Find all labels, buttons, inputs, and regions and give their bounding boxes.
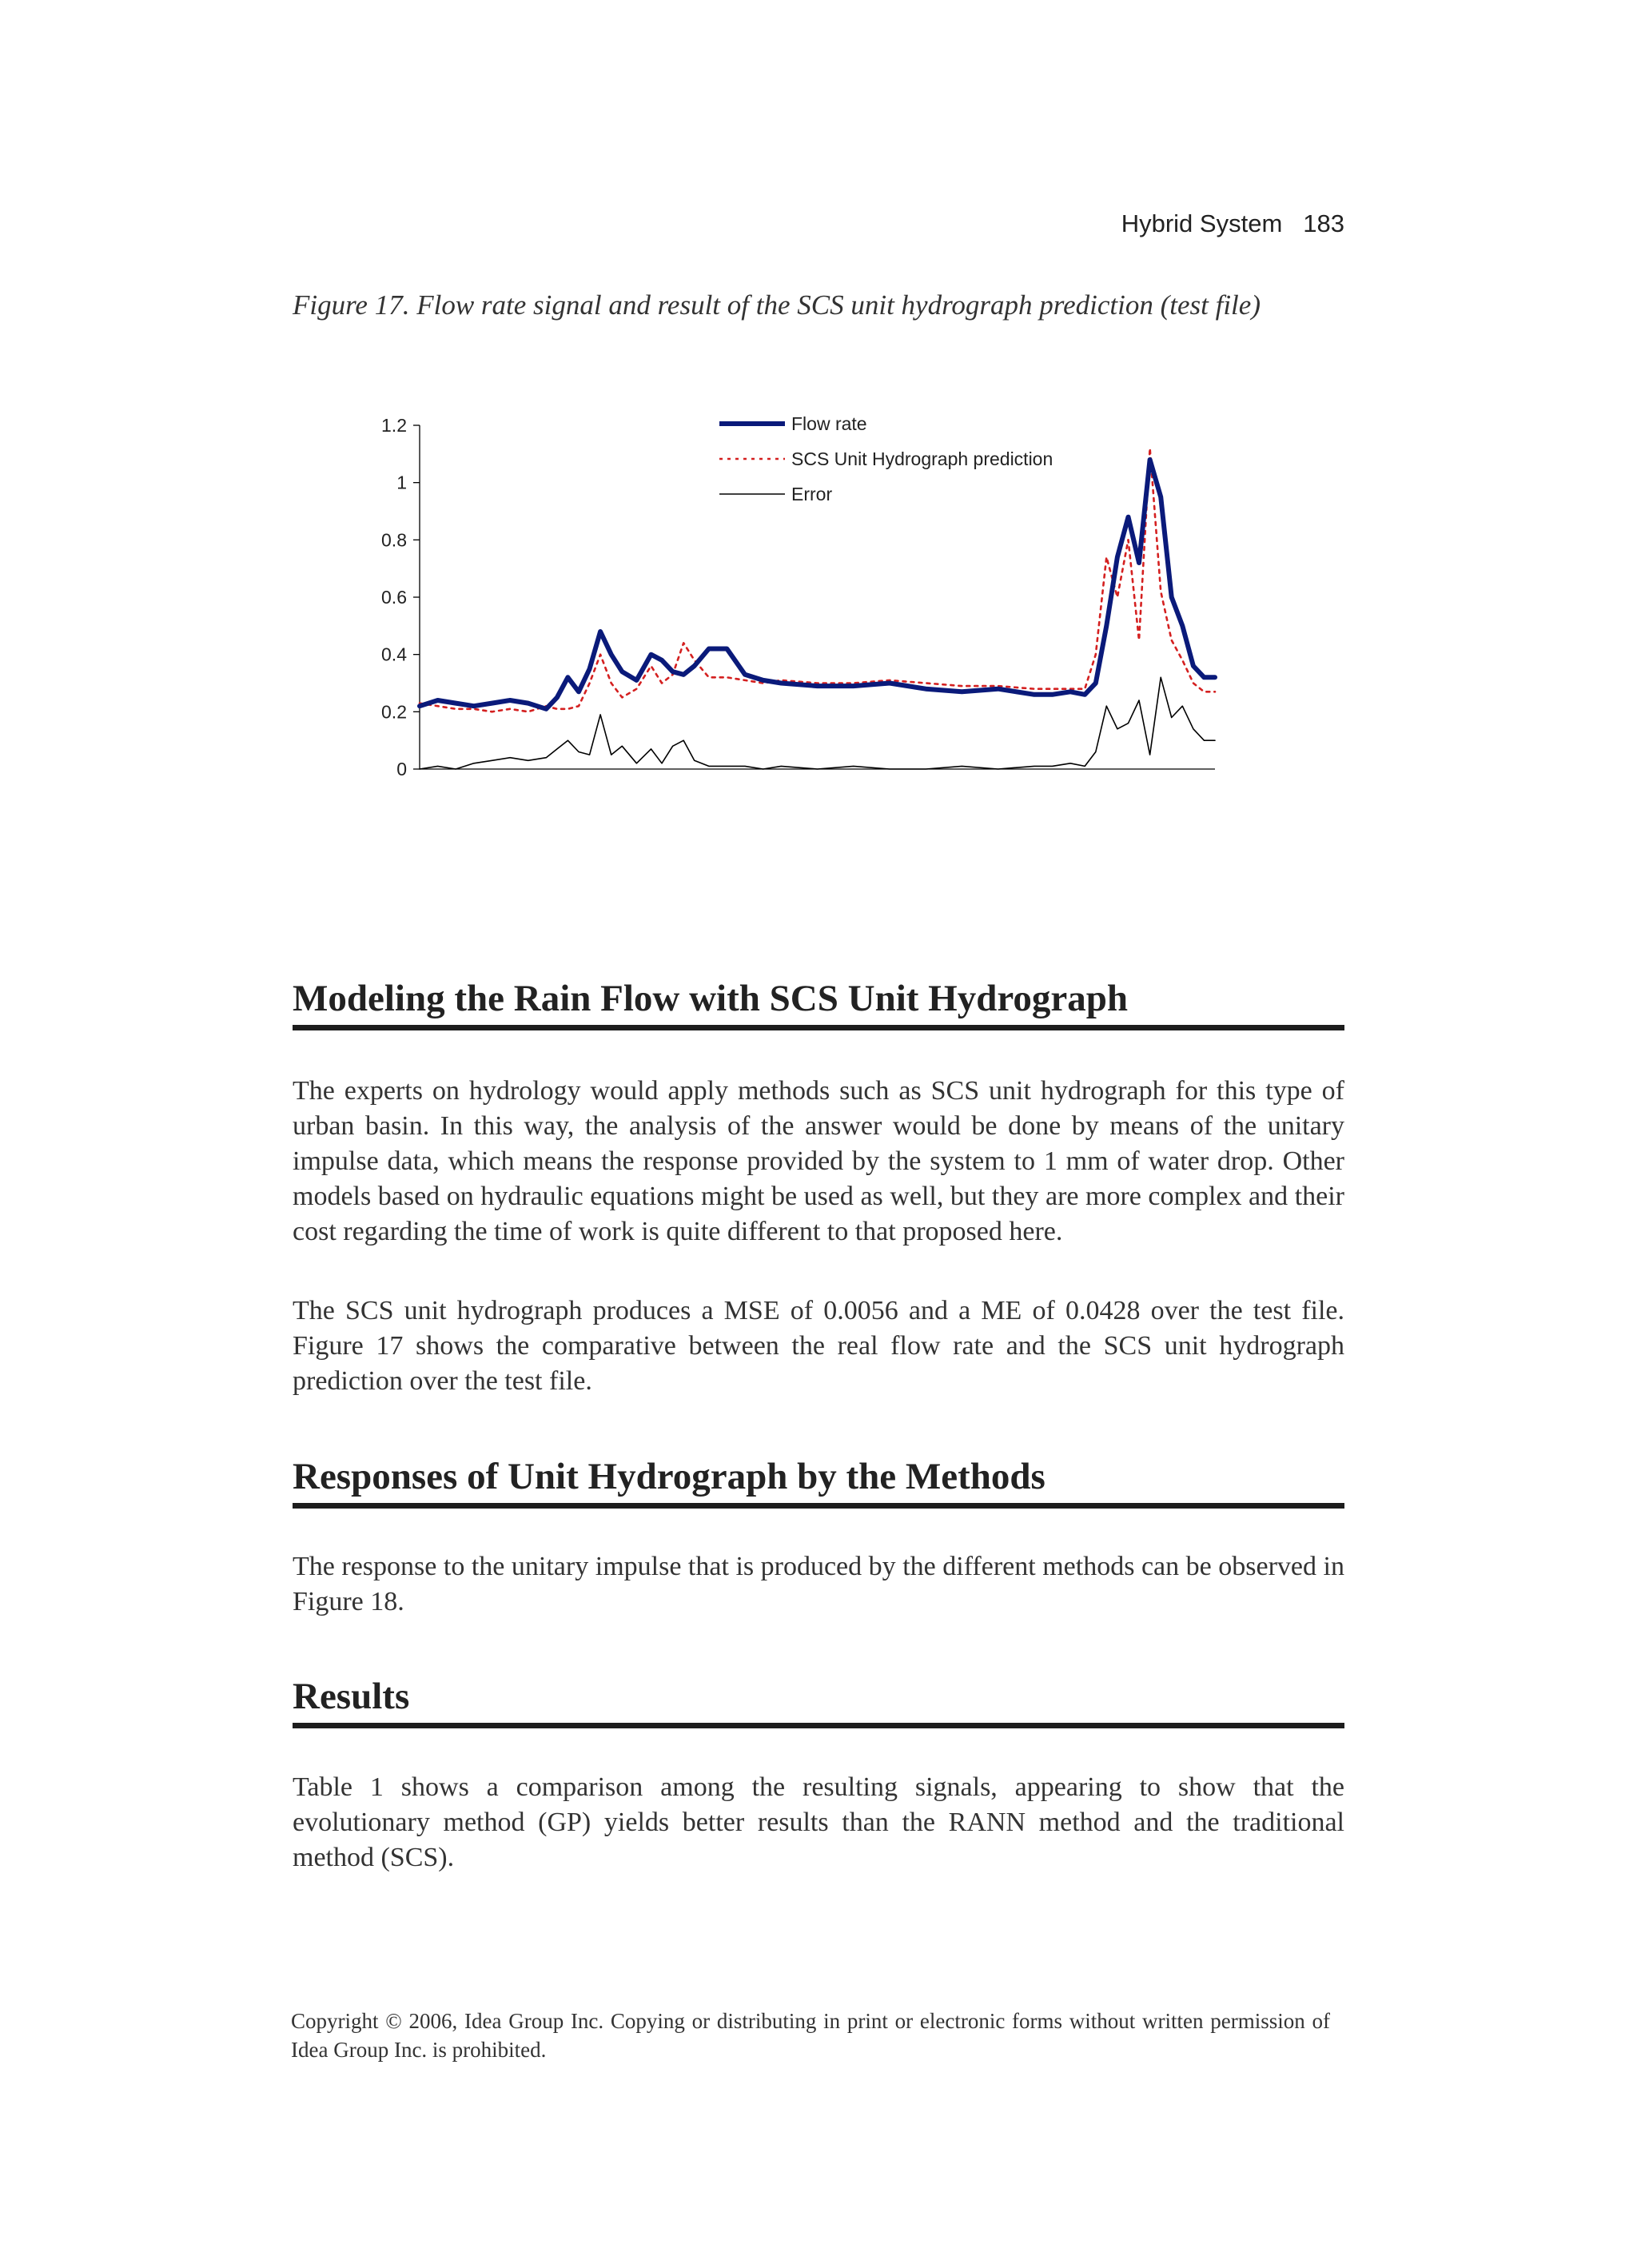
line-chart — [336, 392, 1295, 807]
running-head — [293, 209, 1344, 238]
y-tick-label: 1 — [396, 472, 407, 493]
section-heading-results: Results — [293, 1675, 1344, 1728]
paragraph: The SCS unit hydrograph produces a MSE of 0.0056 and a ME of 0.0428 over the test file. Figure 17 shows the comparative between the real flow rate and the SCS unit hydrograph prediction over the test file. — [293, 1296, 1344, 1396]
y-tick-label: 0 — [396, 759, 407, 779]
section-heading-responses: Responses of Unit Hydrograph by the Methods — [293, 1455, 1344, 1509]
series-line-error — [420, 677, 1215, 769]
copyright-notice: Copyright © 2006, Idea Group Inc. Copying or distributing in print or electronic forms without written permission of Idea Group Inc. is prohibited. — [291, 2009, 1330, 2062]
section-heading-modeling: Modeling the Rain Flow with SCS Unit Hydrograph — [293, 977, 1344, 1030]
figure-caption: Figure 17. Flow rate signal and result of the SCS unit hydrograph prediction (test file) — [293, 289, 1261, 321]
paragraph: The response to the unitary impulse that is produced by the different methods can be observed in Figure 18. — [293, 1552, 1344, 1616]
y-tick-label: 1.2 — [381, 415, 407, 436]
running-title: Hybrid System — [1121, 209, 1283, 237]
y-tick-label: 0.4 — [381, 644, 407, 665]
legend-label: Flow rate — [791, 413, 867, 434]
page-number: 183 — [1303, 209, 1344, 237]
y-tick-label: 0.2 — [381, 701, 407, 723]
figure-17-chart — [336, 392, 1295, 807]
paragraph: The experts on hydrology would apply methods such as SCS unit hydrograph for this type of urban basin. In this way, the analysis of the answer would be done by means of the unitary impulse data, which means the response provided by the system to 1 mm of water drop. Other models based on hydraulic equations might be used as well, but they are more complex and their cost regarding the time of work is quite different to that proposed here. — [293, 1076, 1344, 1246]
paragraph: Table 1 shows a comparison among the resulting signals, appearing to show that the evolutionary method (GP) yields better results than the RANN method and the traditional method (SCS). — [293, 1772, 1344, 1872]
y-tick-label: 0.6 — [381, 587, 407, 608]
legend-label: SCS Unit Hydrograph prediction — [791, 448, 1053, 469]
y-tick-label: 0.8 — [381, 529, 407, 551]
legend-label: Error — [791, 484, 833, 504]
